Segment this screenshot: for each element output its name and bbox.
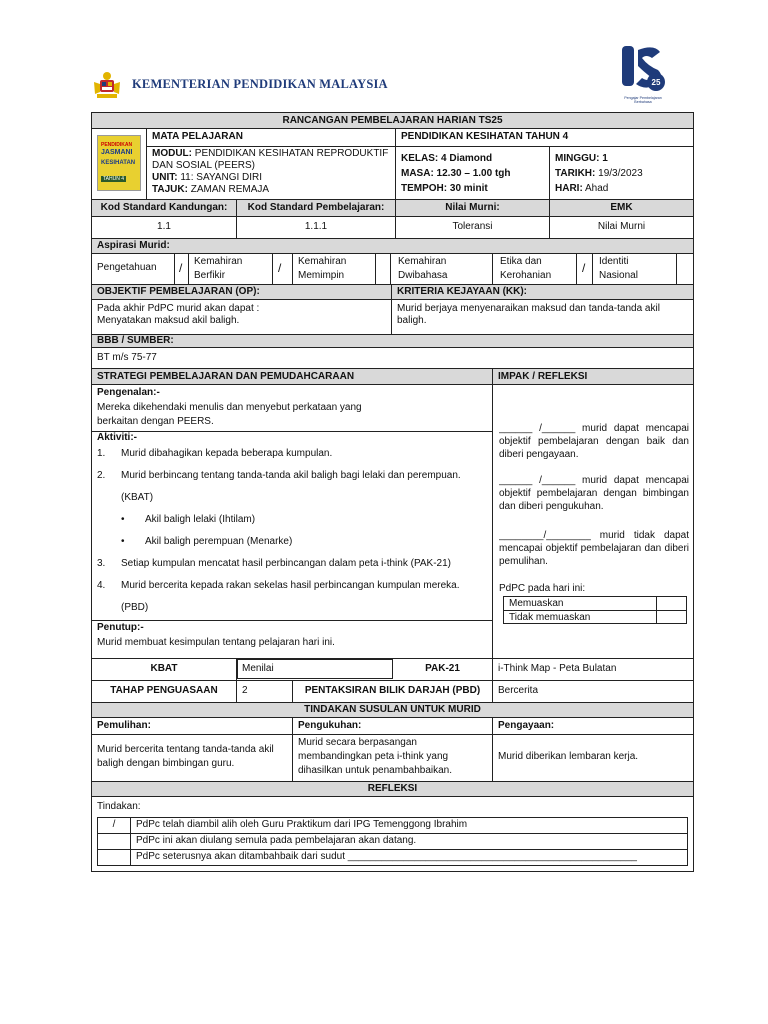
book-line-2: JASMANI [101,149,133,156]
emk-header: EMK [550,200,693,216]
kbat-label: KBAT [92,659,237,680]
impak-pengukuhan: ______ /______ murid dapat mencapai objektif pembelajaran dengan bimbingan dan diberi pengukuhan. [499,475,689,512]
penutup-text: Murid membuat kesimpulan tentang pelajaran hari ini. [97,637,335,648]
bbb-label: BBB / SUMBER: [92,335,693,347]
plan-title: RANCANGAN PEMBELAJARAN HARIAN TS25 [92,113,693,129]
modul-label: MODUL: [152,148,192,159]
aspirasi-item-identiti: Identiti Nasional [599,256,638,281]
ksk-value: 1.1 [92,217,237,238]
tp-label: TAHAP PENGUASAAN [92,681,237,702]
textbook-cover [97,135,141,191]
pengenalan-label: Pengenalan:- [97,387,160,398]
penutup-label: Penutup:- [97,622,144,633]
tindakan-table [97,817,688,866]
logo-caption: Pengajar Pembelajaran Berbahasa [624,96,662,104]
pbd-value: Bercerita [498,685,539,696]
lesson-plan-table [91,112,694,872]
objektif-label: OBJEKTIF PEMBELAJARAN (OP): [92,285,392,299]
strategi-body [92,385,493,658]
tarikh-value: 19/3/2023 [595,168,643,179]
aspirasi-tick: / [582,261,586,275]
ksk-header: Kod Standard Kandungan: [92,200,237,216]
date-info [550,147,693,199]
step-number: 1. [97,448,106,459]
aktiviti-2: Murid berbincang tentang tanda-tanda akil baligh bagi lelaki dan perempuan. [121,470,461,481]
kriteria-label: KRITERIA KEJAYAAN (KK): [392,285,693,299]
page-header [92,64,692,106]
impak-body [493,385,693,658]
ts25-logo-icon [618,42,668,96]
option-memuaskan[interactable]: Memuaskan [509,598,564,609]
option-tidak-memuaskan[interactable]: Tidak memuaskan [509,612,591,623]
ts25-logo [618,42,668,104]
tempoh-value: 30 minit [447,183,488,194]
impak-label: IMPAK / REFLEKSI [493,369,693,384]
pak21-label: PAK-21 [393,659,493,680]
pbd-label: PENTAKSIRAN BILIK DARJAH (PBD) [293,681,493,702]
pengukuhan-label: Pengukuhan: [293,718,493,734]
impak-pengayaan: ______ /______ murid dapat mencapai objektif pembelajaran dengan baik dan diberi pengayaan. [499,423,689,460]
subject-value: PENDIDIKAN KESIHATAN TAHUN 4 [396,129,693,147]
aspirasi-item-memimpin: Kemahiran Memimpin [298,256,347,281]
pengenalan-text: Mereka dikehendaki menulis dan menyebut perkataan yang berkaitan dengan PEERS. [97,402,362,427]
bullet: • [121,536,125,547]
aktiviti-label: Aktiviti:- [97,432,137,443]
pengayaan-text: Murid diberikan lembaran kerja. [498,751,639,762]
tajuk-label: TAJUK: [152,184,188,195]
malaysia-coat-of-arms-icon [92,68,122,100]
tindakan-2: PdPc ini akan diulang semula pada pembelajaran akan datang. [136,835,417,846]
module-info [147,147,396,199]
aktiviti-4: Murid bercerita kepada rakan sekelas hasil perbincangan kumpulan mereka. [121,580,460,591]
tempoh-label: TEMPOH: [401,183,448,194]
aspirasi-tick: / [179,261,183,275]
minggu-label: MINGGU: [555,153,600,164]
step-number: 3. [97,558,106,569]
aktiviti-2-kbat: (KBAT) [121,492,154,503]
nilai-header: Nilai Murni: [396,200,550,216]
class-info [396,147,550,199]
book-line-4: TAHUN 4 [103,176,125,182]
impak-pemulihan: ________/________ murid tidak dapat mencapai objektif pembelajaran dan diberi pemulihan. [499,530,689,567]
objektif-line2: Menyatakan maksud akil baligh. [97,315,240,326]
aktiviti-4-pbd: (PBD) [121,602,149,613]
masa-label: MASA: [401,168,434,179]
emk-value: Nilai Murni [597,221,646,232]
pemulihan-label: Pemulihan: [92,718,293,734]
tp-value: 2 [237,681,293,702]
unit-label: UNIT: [152,172,178,183]
aspirasi-tick: / [278,261,282,275]
book-line-1: PENDIDIKAN [101,142,133,148]
tindakan-label: Tindakan: [97,801,141,812]
masa-value: 12.30 – 1.00 tgh [433,168,511,179]
tindakan-1: PdPc telah diambil alih oleh Guru Praktikum dari IPG Temenggong Ibrahim [136,819,468,830]
bullet-lelaki: Akil baligh lelaki (Ihtilam) [145,514,256,525]
svg-text:25: 25 [651,78,661,87]
aspirasi-row [92,254,693,287]
aspirasi-item-etika: Etika dan Kerohanian [500,256,552,281]
kbat-value: Menilai [237,659,393,679]
aktiviti-1: Murid dibahagikan kepada beberapa kumpulan. [121,448,333,459]
tindakan-tick[interactable]: / [112,819,116,830]
tajuk-value: ZAMAN REMAJA [187,184,270,195]
kelas-value: 4 Diamond [438,153,493,164]
objektif-line1: Pada akhir PdPC murid akan dapat : [97,303,260,314]
objektif-text [92,300,392,334]
aktiviti-3: Setiap kumpulan mencatat hasil perbincangan dalam peta i-think (PAK-21) [121,558,451,569]
ministry-name: KEMENTERIAN PENDIDIKAN MALAYSIA [132,77,388,91]
tarikh-label: TARIKH: [555,168,596,179]
ksp-value: 1.1.1 [237,217,396,238]
subject-label: MATA PELAJARAN [147,129,396,147]
pengayaan-label: Pengayaan: [498,720,555,731]
pemulihan-text: Murid bercerita tentang tanda-tanda akil baligh dengan bimbingan guru. [92,735,293,781]
pak21-value: i-Think Map - Peta Bulatan [498,663,617,674]
aspirasi-label: Aspirasi Murid: [92,239,693,253]
aspirasi-item-dwibahasa: Kemahiran Dwibahasa [398,256,448,281]
step-number: 4. [97,580,106,591]
strategi-label: STRATEGI PEMBELAJARAN DAN PEMUDAHCARAAN [92,369,493,384]
pdpc-options [503,596,687,624]
book-line-3: KESIHATAN [101,160,136,166]
pdpc-label: PdPC pada hari ini: [499,583,586,594]
tindakan-3: PdPc seterusnya akan ditambahbaik dari sudut ____________________________________________________ [136,851,637,862]
unit-value: 11: SAYANGI DIRI [177,172,263,183]
pengukuhan-text: Murid secara berpasangan membandingkan peta i-think yang dihasilkan untuk penambahbaikan. [293,735,493,781]
step-number: 2. [97,470,106,481]
bullet-perempuan: Akil baligh perempuan (Menarke) [145,536,293,547]
modul-value: PENDIDIKAN KESIHATAN REPRODUKTIF DAN SOSIAL (PEERS) [152,148,389,171]
minggu-value: 1 [599,153,608,164]
nilai-value: Toleransi [396,217,550,238]
kriteria-text: Murid berjaya menyenaraikan maksud dan tanda-tanda akil baligh. [397,303,660,326]
hari-value: Ahad [582,183,609,194]
refleksi-label: REFLEKSI [92,782,693,796]
bullet: • [121,514,125,525]
kelas-label: KELAS: [401,153,439,164]
hari-label: HARI: [555,183,583,194]
aspirasi-item-pengetahuan: Pengetahuan [97,262,157,273]
bbb-value: BT m/s 75-77 [97,352,157,363]
ksp-header: Kod Standard Pembelajaran: [237,200,396,216]
susulan-label: TINDAKAN SUSULAN UNTUK MURID [92,703,693,717]
aspirasi-item-berfikir: Kemahiran Berfikir [194,256,243,281]
